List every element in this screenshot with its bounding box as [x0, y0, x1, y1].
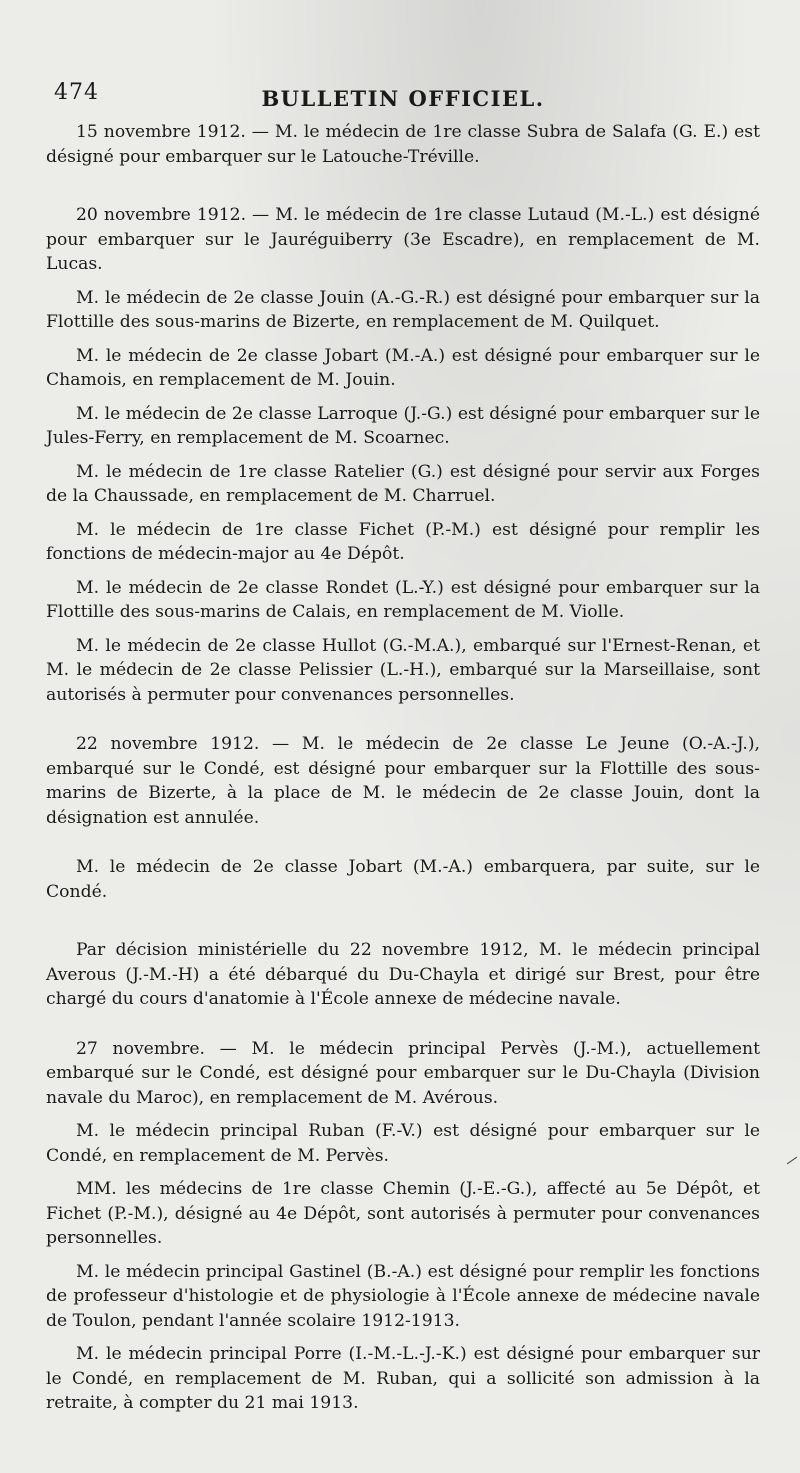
paragraph: M. le médecin de 2e classe Jobart (M.-A.) est désigné pour embarquer sur le Chamois, en remplacement de M. Jouin.: [46, 345, 760, 390]
page-number: 474: [54, 80, 99, 105]
paragraph: M. le médecin principal Porre (I.-M.-L.-J.-K.) est désigné pour embarquer sur le Condé, en remplacement de M. Ruban, qui a sollicité son admission à la retraite, à compter du 21 mai 1913.: [46, 1344, 760, 1413]
paragraph: M. le médecin de 1re classe Ratelier (G.) est désigné pour servir aux Forges de la Chaussade, en remplacement de M. Charruel.: [46, 461, 760, 506]
paragraph: 22 novembre 1912. — M. le médecin de 2e classe Le Jeune (O.-A.-J.), embarqué sur le Condé, est désigné pour embarquer sur la Flottille des sous-marins de Bizerte, à la place de M. le médecin de 2e classe Jouin, dont la désignation est annulée.: [46, 734, 760, 828]
paragraph: M. le médecin de 1re classe Fichet (P.-M.) est désigné pour remplir les fonctions de médecin-major au 4e Dépôt.: [46, 519, 760, 564]
document-body: [46, 120, 760, 1416]
paragraph: Par décision ministérielle du 22 novembre 1912, M. le médecin principal Averous (J.-M.-H) a été débarqué du Du-Chayla et dirigé sur Brest, pour être chargé du cours d'anatomie à l'École annexe de médecine navale.: [46, 940, 760, 1009]
paragraph: M. le médecin principal Gastinel (B.-A.) est désigné pour remplir les fonctions de professeur d'histologie et de physiologie à l'École annexe de médecine navale de Toulon, pendant l'année scolaire 1912-1913.: [46, 1261, 760, 1331]
paragraph: 15 novembre 1912. — M. le médecin de 1re classe Subra de Salafa (G. E.) est désigné pour embarquer sur le Latouche-Tréville.: [46, 122, 760, 167]
paragraph: 20 novembre 1912. — M. le médecin de 1re classe Lutaud (M.-L.) est désigné pour embarquer sur le Jauréguiberry (3e Escadre), en remplacement de M. Lucas.: [46, 205, 760, 274]
paragraph: M. le médecin de 2e classe Hullot (G.-M.A.), embarqué sur l'Ernest-Renan, et M. le médecin de 2e classe Pelissier (L.-H.), embarqué sur la Marseillaise, sont autorisés à permuter pour convenances personnelles.: [46, 635, 760, 705]
paragraph: M. le médecin principal Ruban (F.-V.) est désigné pour embarquer sur le Condé, en remplacement de M. Pervès.: [46, 1121, 760, 1166]
paragraph: M. le médecin de 2e classe Larroque (J.-G.) est désigné pour embarquer sur le Jules-Ferry, en remplacement de M. Scoarnec.: [46, 403, 760, 448]
paragraph: M. le médecin de 2e classe Jobart (M.-A.) embarquera, par suite, sur le Condé.: [46, 857, 760, 902]
page-header: [46, 72, 760, 112]
paragraph: M. le médecin de 2e classe Rondet (L.-Y.) est désigné pour embarquer sur la Flottille des sous-marins de Calais, en remplacement de M. Violle.: [46, 577, 760, 622]
paragraph: 27 novembre. — M. le médecin principal Pervès (J.-M.), actuellement embarqué sur le Condé, est désigné pour embarquer sur le Du-Chayla (Division navale du Maroc), en remplacement de M. Avérous.: [46, 1038, 760, 1108]
paragraph: MM. les médecins de 1re classe Chemin (J.-E.-G.), affecté au 5e Dépôt, et Fichet (P.-M.), désigné au 4e Dépôt, sont autorisés à permuter pour convenances personnelles.: [46, 1179, 760, 1248]
paragraph: M. le médecin de 2e classe Jouin (A.-G.-R.) est désigné pour embarquer sur la Flottille des sous-marins de Bizerte, en remplacement de M. Quilquet.: [46, 287, 760, 332]
running-title: BULLETIN OFFICIEL.: [261, 86, 545, 111]
scan-mark: [787, 1157, 797, 1165]
